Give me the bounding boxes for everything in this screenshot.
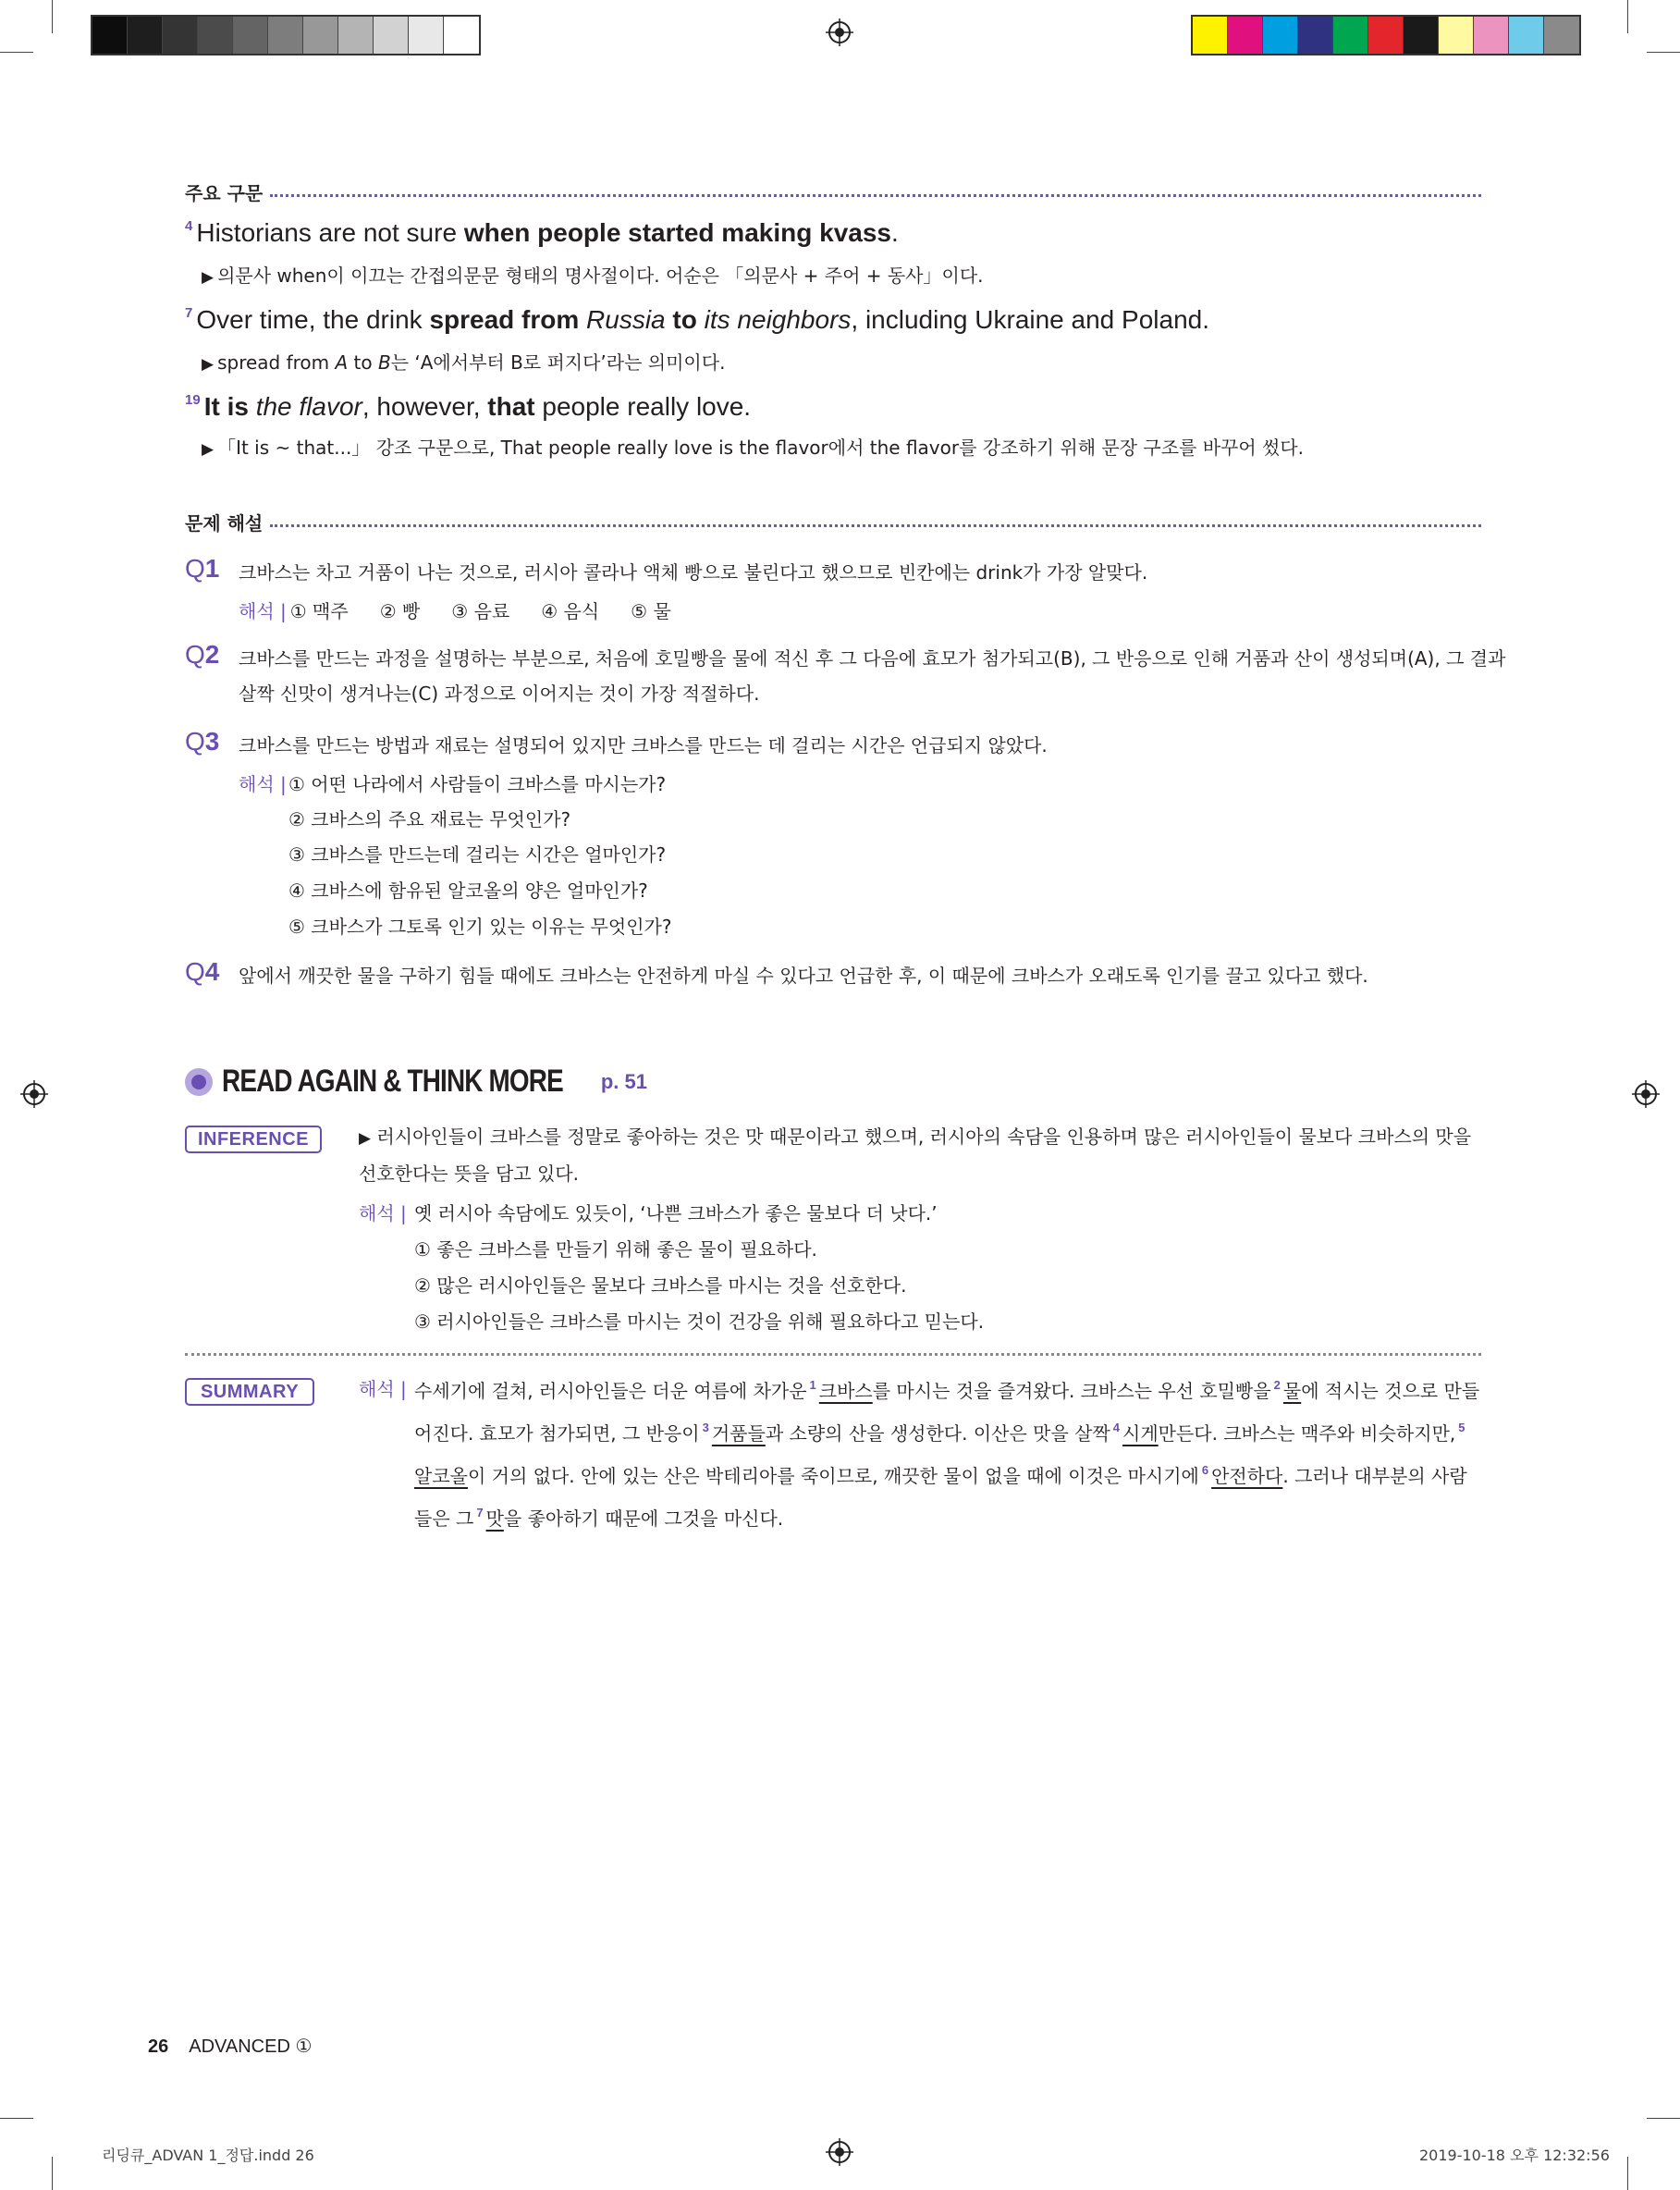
sentence-text: Over time, the drink [196, 305, 430, 334]
blank-answer: 거품들 [711, 1422, 766, 1445]
blank-number: 2 [1273, 1378, 1281, 1392]
translation-label: 해석 | [239, 600, 287, 622]
inference-text [359, 1119, 1482, 1191]
option: ③ 러시아인들은 크바스를 마시는 것이 건강을 위해 필요하다고 믿는다. [414, 1310, 985, 1333]
question-explanation: 크바스는 차고 거품이 나는 것으로, 러시아 콜라나 액체 빵으로 불린다고 했으므로 빈칸에는 drink가 가장 알맞다. [239, 561, 1148, 584]
question-explanation: 크바스를 만드는 방법과 재료는 설명되어 있지만 크바스를 만드는 데 걸리는 시간은 언급되지 않았다. [239, 734, 1048, 757]
color-swatch [444, 17, 479, 54]
color-swatch [233, 17, 268, 54]
sentence-bold: when people started making kvass [463, 218, 891, 247]
option: ② 빵 [379, 600, 421, 622]
color-swatch [1544, 17, 1579, 54]
registration-mark-icon [1632, 1080, 1660, 1108]
note-text: to [348, 351, 378, 374]
option: ① 맥주 [289, 600, 349, 622]
blank-answer: 맛 [485, 1507, 504, 1530]
color-swatch [1228, 17, 1263, 54]
question-q4 [185, 958, 1524, 993]
blank-number: 1 [809, 1378, 816, 1392]
page-footer [148, 2035, 312, 2058]
note-text: 의문사 when이 이끄는 간접의문문 형태의 명사절이다. 어순은 「의문사 + 주어 + 동사」이다. [217, 265, 984, 287]
color-swatch [303, 17, 338, 54]
slug-date: 2019-10-18 오후 12:32:56 [1419, 2147, 1610, 2164]
color-swatch [1439, 17, 1474, 54]
crop-mark [0, 2118, 33, 2119]
sentence-number: 7 [185, 305, 193, 321]
key-note [202, 261, 984, 288]
translation-label: 해석 | [359, 1202, 407, 1224]
summary-badge: SUMMARY [185, 1378, 314, 1406]
question-q1 [185, 555, 1524, 590]
section-title: READ AGAIN & THINK MORE [222, 1064, 563, 1099]
inference-explanation: 러시아인들이 크바스를 정말로 좋아하는 것은 맛 때문이라고 했으며, 러시아의 속담을 인용하며 많은 러시아인들이 물보다 크바스의 맛을 선호한다는 뜻을 담고 있다. [359, 1126, 1472, 1185]
dotted-rule [270, 524, 1481, 527]
note-text: spread from [217, 351, 336, 374]
option: ③ 크바스를 만드는데 걸리는 시간은 얼마인가? [288, 843, 667, 866]
key-phrases-header [185, 178, 1481, 205]
color-swatch [1474, 17, 1509, 54]
blank-number: 7 [476, 1506, 484, 1519]
color-swatch [1404, 17, 1439, 54]
crop-mark [0, 52, 33, 53]
triangle-icon: ▶ [202, 355, 215, 374]
color-swatch [1298, 17, 1333, 54]
bullet-circle-icon [185, 1068, 213, 1096]
sentence-text: people really love. [534, 392, 752, 421]
color-swatch [338, 17, 374, 54]
blank-answer: 시게 [1122, 1422, 1159, 1445]
sentence-bold: to [672, 305, 697, 334]
sentence-italic: Russia [579, 305, 673, 334]
color-swatch [1333, 17, 1368, 54]
crop-mark [1627, 0, 1628, 33]
blank-number: 6 [1201, 1463, 1209, 1477]
triangle-icon: ▶ [202, 268, 215, 287]
blank-answer: 안전하다 [1211, 1465, 1283, 1487]
option: ④ 크바스에 함유된 알코올의 양은 얼마인가? [288, 880, 648, 902]
blank-answer: 알코올 [414, 1465, 468, 1487]
grayscale-bars [91, 15, 481, 55]
blank-number: 4 [1112, 1421, 1121, 1434]
sentence-text: , including Ukraine and Poland. [851, 305, 1209, 334]
note-italic: A [335, 351, 349, 374]
triangle-icon: ▶ [359, 1129, 372, 1148]
note-italic: B [377, 351, 391, 374]
book-title: ADVANCED ① [189, 2036, 313, 2057]
option: ④ 음식 [541, 600, 600, 622]
dotted-divider [185, 1353, 1481, 1356]
registration-mark-icon [826, 18, 853, 46]
question-number: Q3 [185, 727, 220, 756]
blank-number: 5 [1458, 1421, 1465, 1434]
option: ① 좋은 크바스를 만들기 위해 좋은 물이 필요하다. [414, 1238, 817, 1261]
translation-label: 해석 | [359, 1378, 407, 1400]
color-bars [1191, 15, 1581, 55]
crop-mark [52, 2157, 53, 2190]
read-again-header [185, 1064, 647, 1100]
sentence-bold: that [487, 392, 535, 421]
note-text: 는 ‘A에서부터 B로 퍼지다’라는 의미이다. [390, 351, 726, 374]
option: ① 어떤 나라에서 사람들이 크바스를 마시는가? [288, 773, 667, 795]
option: ② 많은 러시아인들은 물보다 크바스를 마시는 것을 선호한다. [414, 1274, 907, 1297]
option: ⑤ 크바스가 그토록 인기 있는 이유는 무엇인가? [288, 916, 672, 938]
blank-answer: 물 [1282, 1380, 1302, 1402]
crop-mark [1627, 2157, 1628, 2190]
color-swatch [268, 17, 303, 54]
inference-badge: INFERENCE [185, 1126, 322, 1153]
question-explanation: 앞에서 깨끗한 물을 구하기 힘들 때에도 크바스는 안전하게 마실 수 있다고 언급한 후, 이 때문에 크바스가 오래도록 인기를 끌고 있다고 했다. [239, 965, 1368, 987]
color-swatch [1193, 17, 1228, 54]
sentence-italic: the flavor [248, 392, 362, 421]
color-swatch [409, 17, 444, 54]
color-swatch [163, 17, 198, 54]
section-title: 문제 해설 [185, 512, 264, 535]
key-note [202, 433, 1304, 460]
color-swatch [198, 17, 233, 54]
color-swatch [128, 17, 163, 54]
note-text: 「It is ~ that...」 강조 구문으로, That people really love is the flavor에서 the flavor를 강조하기 위해 문장 구조를 바꾸어 썼다. [217, 437, 1305, 459]
question-number: Q1 [185, 554, 220, 583]
crop-mark [1647, 2118, 1680, 2119]
question-q2 [185, 641, 1524, 711]
translation-label: 해석 | [239, 773, 287, 795]
sentence-text: , however, [362, 392, 488, 421]
sentence-italic: its neighbors [696, 305, 852, 334]
key-sentence [185, 218, 899, 248]
page-number: 26 [148, 2036, 169, 2057]
sentence-text: . [890, 218, 899, 247]
option: ③ 음료 [451, 600, 510, 622]
option: ② 크바스의 주요 재료는 무엇인가? [288, 808, 571, 830]
dotted-rule [270, 194, 1481, 197]
translation-text: 옛 러시아 속담에도 있듯이, ‘나쁜 크바스가 좋은 물보다 더 낫다.’ [414, 1202, 938, 1224]
color-swatch [1509, 17, 1544, 54]
question-explanation: 크바스를 만드는 과정을 설명하는 부분으로, 처음에 호밀빵을 물에 적신 후 그 다음에 효모가 첨가되고(B), 그 반응으로 인해 거품과 산이 생성되며(A), 그 결과 살짝 신맛이 생겨나는(C) 과정으로 이어지는 것이 가장 적절하다. [239, 647, 1506, 705]
color-swatch [374, 17, 409, 54]
registration-mark-icon [826, 2138, 853, 2166]
sentence-bold: It is [203, 392, 249, 421]
question-q3 [185, 728, 1524, 763]
question-number: Q4 [185, 957, 220, 986]
problems-header [185, 509, 1481, 535]
sentence-text: Historians are not sure [196, 218, 464, 247]
key-sentence [185, 305, 1209, 335]
crop-mark [1647, 52, 1680, 53]
blank-number: 3 [702, 1421, 709, 1434]
color-swatch [92, 17, 128, 54]
summary-text: 수세기에 걸쳐, 러시아인들은 더운 여름에 차가운 $^1$ 크바스를 마시는 것을 즐겨왔다. 크바스는 우선 호밀빵을 $^2$ 물에 적시는 것으로 만들어진다. 효모가 첨가되면, 그 반응이 $^3$ 거품들과 소량의 산을 생성한다. 이산은 맛을 살짝 $^4$ 시게만든다. 크바스는 맥주와 비슷하지만, $^5$알코올이 거의 없다. 안에 있는 산은 박테리아를 죽이므로, 깨끗한 물이 없을 때에 이것은 마시기에 $^6$ 안전하다. 그러나 대부분의 사람들은 그 $^7$ 맛을 좋아하기 때문에 그것을 마신다. [414, 1378, 1480, 1530]
registration-mark-icon [20, 1080, 48, 1108]
color-swatch [1368, 17, 1404, 54]
translation-options [239, 597, 703, 623]
question-number: Q2 [185, 640, 220, 669]
sentence-number: 4 [185, 218, 193, 234]
page-reference: p. 51 [600, 1069, 647, 1093]
sentence-number: 19 [185, 392, 201, 408]
section-title: 주요 구문 [185, 182, 264, 204]
triangle-icon: ▶ [202, 440, 215, 459]
key-note [202, 348, 725, 375]
sentence-bold: spread from [429, 305, 580, 334]
key-sentence [185, 392, 751, 422]
crop-mark [52, 0, 53, 33]
blank-answer: 크바스 [818, 1380, 873, 1402]
slug-file: 리딩큐_ADVAN 1_정답.indd 26 [102, 2147, 314, 2164]
option: ⑤ 물 [631, 600, 671, 622]
color-swatch [1263, 17, 1298, 54]
